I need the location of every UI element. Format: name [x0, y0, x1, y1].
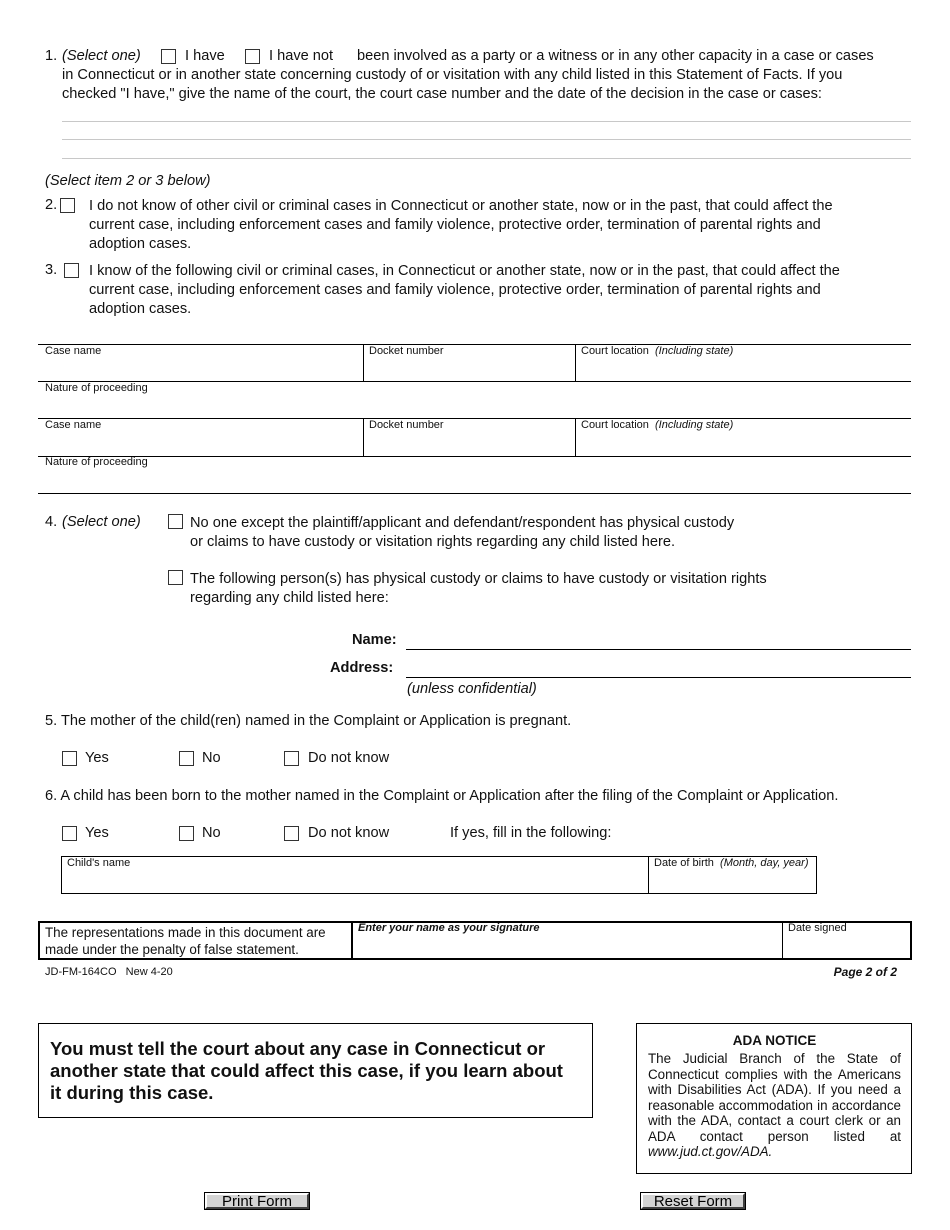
q1-details-line3[interactable]	[62, 141, 914, 158]
q1-line-2	[62, 139, 911, 140]
case2-name-label: Case name	[45, 419, 102, 431]
q4-option1-line1: No one except the plaintiff/applicant and defendant/respondent has physical custody	[190, 515, 735, 531]
q1-have-checkbox[interactable]	[161, 49, 176, 64]
q4-name-input[interactable]	[408, 630, 912, 648]
q4-option2-checkbox[interactable]	[168, 570, 183, 585]
q4-option2-line2: regarding any child listed here:	[190, 590, 389, 606]
q6-dont-know-checkbox[interactable]	[284, 826, 299, 841]
q2-text-line1: I do not know of other civil or criminal cases in Connecticut or another state, now or in the past, that could affect the	[89, 198, 833, 214]
case1-nature-input[interactable]	[42, 397, 912, 416]
q6-no-label: No	[202, 825, 221, 841]
q3-number: 3.	[45, 262, 58, 278]
q1-have-not-label: I have not	[269, 48, 334, 64]
q4-name-label: Name:	[352, 632, 397, 648]
signature-input[interactable]	[356, 937, 782, 957]
q2-text-line2: current case, including enforcement cases and family violence, protective order, termination of parental rights and	[89, 217, 821, 233]
q1-text-line3: checked "I have," give the name of the court, the court case number and the date of the decision in the case or cases:	[62, 86, 822, 102]
q2-checkbox[interactable]	[60, 198, 75, 213]
q1-line-3	[62, 158, 911, 159]
signature-label: Enter your name as your signature	[358, 922, 540, 934]
q1-details-line1[interactable]	[62, 103, 914, 120]
q3-checkbox[interactable]	[64, 263, 79, 278]
q1-text-line2: in Connecticut or in another state concerning custody of or visitation with any child listed in this Statement of Facts. If you	[62, 67, 843, 83]
q2-number: 2.	[45, 197, 58, 213]
case2-nature-label: Nature of proceeding	[45, 456, 148, 468]
q6-dont-know-label: Do not know	[308, 825, 390, 841]
q5-dont-know-label: Do not know	[308, 750, 390, 766]
case1-nature-label: Nature of proceeding	[45, 382, 148, 394]
q4-address-line	[406, 677, 911, 678]
q4-option1-line2: or claims to have custody or visitation rights regarding any child listed here.	[190, 534, 676, 550]
signature-divider-2	[782, 921, 783, 960]
case2-nature-input[interactable]	[42, 471, 912, 490]
q6-no-checkbox[interactable]	[179, 826, 194, 841]
case1-name-input[interactable]	[42, 360, 364, 379]
q1-number: 1.	[45, 48, 58, 64]
case1-name-label: Case name	[45, 345, 102, 357]
case2-court-label: Court location (Including state)	[581, 419, 734, 431]
case1-docket-label: Docket number	[369, 345, 444, 357]
q4-select-one: (Select one)	[62, 514, 141, 530]
q4-unless-confidential: (unless confidential)	[407, 681, 537, 697]
dob-input[interactable]	[652, 872, 817, 891]
q6-yes-label: Yes	[85, 825, 109, 841]
select-2-or-3-instruction: (Select item 2 or 3 below)	[45, 173, 211, 189]
case1-docket-input[interactable]	[366, 360, 576, 379]
q6-yes-checkbox[interactable]	[62, 826, 77, 841]
case2-docket-label: Docket number	[369, 419, 444, 431]
ada-title: ADA NOTICE	[732, 1033, 817, 1048]
reset-form-button[interactable]: Reset Form	[641, 1193, 745, 1209]
q3-text-line1: I know of the following civil or criminal cases, in Connecticut or another state, now or in the past, that could affect the	[89, 263, 840, 279]
q4-name-line	[406, 649, 911, 650]
q1-have-label: I have	[185, 48, 225, 64]
notice-box: You must tell the court about any case in Connecticut or another state that could affect this case, if you learn about it during this case.	[38, 1023, 593, 1118]
ada-url[interactable]: www.jud.ct.gov/ADA.	[648, 1144, 773, 1159]
child-info-divider	[648, 856, 649, 894]
ada-body: The Judicial Branch of the State of Connecticut complies with the Americans with Disabilities Act (ADA). If you need a reasonable accommodation in accordance with the ADA, contact a court clerk or an ADA contact person listed at www.jud.ct.gov/ADA.	[648, 1051, 901, 1159]
q3-text-line3: adoption cases.	[89, 301, 192, 317]
q4-option1-checkbox[interactable]	[168, 514, 183, 529]
representations-text: The representations made in this document are made under the penalty of false statement.	[45, 925, 326, 957]
date-signed-input[interactable]	[786, 937, 912, 957]
q1-line-1	[62, 121, 911, 122]
q3-text-line2: current case, including enforcement cases and family violence, protective order, termination of parental rights and	[89, 282, 821, 298]
q5-dont-know-checkbox[interactable]	[284, 751, 299, 766]
dob-label: Date of birth (Month, day, year)	[654, 857, 809, 869]
q5-no-checkbox[interactable]	[179, 751, 194, 766]
q5-yes-checkbox[interactable]	[62, 751, 77, 766]
case1-court-label: Court location (Including state)	[581, 345, 734, 357]
ada-notice-box	[636, 1023, 912, 1174]
signature-divider-1	[351, 921, 353, 960]
q4-number: 4.	[45, 514, 58, 530]
childs-name-input[interactable]	[64, 872, 648, 891]
q5-text: 5. The mother of the child(ren) named in the Complaint or Application is pregnant.	[45, 713, 572, 729]
case2-name-input[interactable]	[42, 434, 364, 453]
q2-text-line3: adoption cases.	[89, 236, 192, 252]
print-form-button[interactable]: Print Form	[205, 1193, 309, 1209]
date-signed-label: Date signed	[788, 922, 847, 934]
q1-text-line1: been involved as a party or a witness or in any other capacity in a case or cases	[357, 48, 874, 64]
page-number: Page 2 of 2	[833, 965, 897, 979]
q1-details-line2[interactable]	[62, 122, 914, 139]
form-id: JD-FM-164CO New 4-20	[45, 966, 173, 978]
q6-text: 6. A child has been born to the mother named in the Complaint or Application after the filing of the Complaint or Application.	[45, 788, 839, 804]
q4-address-input[interactable]	[408, 658, 912, 676]
q6-if-yes: If yes, fill in the following:	[450, 825, 612, 841]
case1-court-input[interactable]	[578, 360, 912, 379]
childs-name-label: Child's name	[67, 857, 131, 869]
case2-docket-input[interactable]	[366, 434, 576, 453]
case2-court-input[interactable]	[578, 434, 912, 453]
q1-have-not-checkbox[interactable]	[245, 49, 260, 64]
q1-select-one: (Select one)	[62, 48, 141, 64]
q4-address-label: Address:	[330, 660, 394, 676]
q5-yes-label: Yes	[85, 750, 109, 766]
q5-no-label: No	[202, 750, 221, 766]
q4-option2-line1: The following person(s) has physical custody or claims to have custody or visitation rights	[190, 571, 767, 587]
